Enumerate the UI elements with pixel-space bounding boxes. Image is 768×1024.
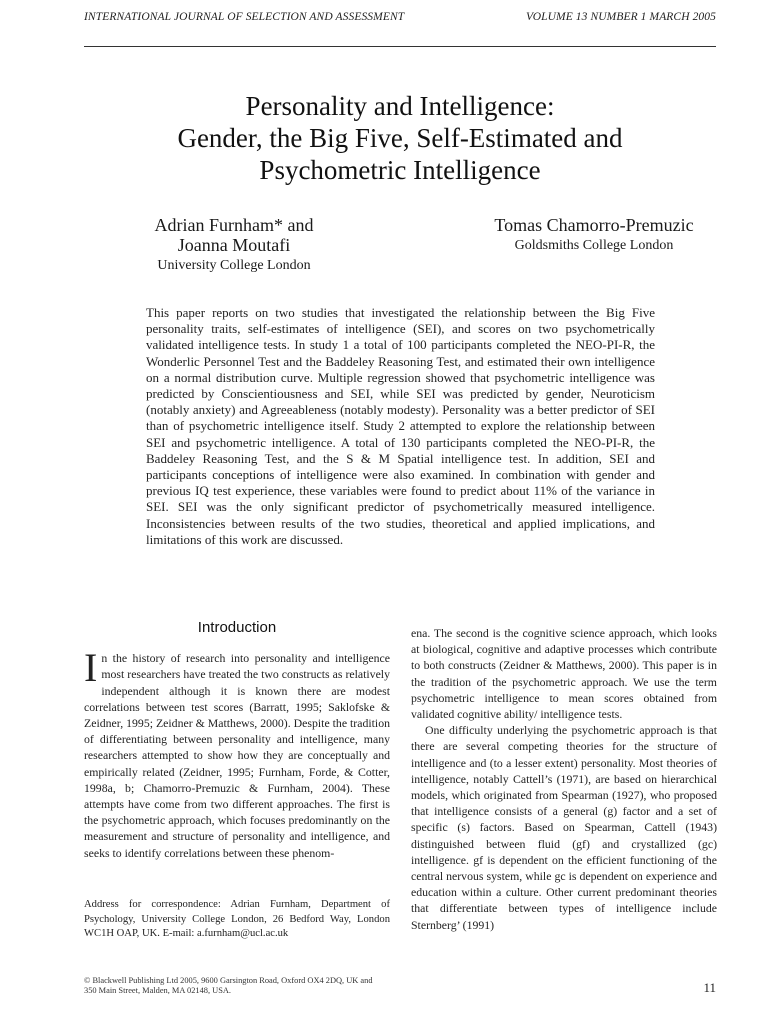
copyright-line-2: 350 Main Street, Malden, MA 02148, USA. [84, 985, 232, 995]
author-section [84, 215, 716, 279]
affiliation-goldsmiths: Goldsmiths College London [514, 238, 674, 253]
left-column [84, 620, 390, 861]
title-line-3: Psychometric Intelligence [259, 155, 541, 185]
title-line-2: Gender, the Big Five, Self-Estimated and [177, 123, 623, 153]
right-column [411, 625, 717, 933]
author-name-line-2: Joanna Moutafi [177, 235, 291, 255]
correspondence-note: Address for correspondence: Adrian Furnham, Department of Psychology, University College London, 26 Bedford Way, London WC1H OAP, UK. E-mail: a.furnham@ucl.ac.uk [84, 899, 390, 940]
title-line-1: Personality and Intelligence: [245, 91, 555, 121]
intro-paragraph-1 [84, 645, 390, 861]
page-number: 11 [703, 980, 716, 995]
copyright-notice [84, 976, 414, 995]
copyright-line-1: © Blackwell Publishing Ltd 2005, 9600 Garsington Road, Oxford OX4 2DQ, UK and [84, 976, 373, 985]
article-title [84, 90, 716, 186]
abstract: This paper reports on two studies that investigated the relationship between the Big Five personality traits, self-estimates of intelligence (SEI), and scores on two psychometrically validated intelligence tests. In study 1 a total of 100 participants completed the NEO-PI-R, the Wonderlic Personnel Test and the Baddeley Reasoning Test, and estimated their own intelligence on a normal distribution curve. Multiple regression showed that psychometric intelligence was predicted by Conscientiousness and SEI, while SEI was predicted by gender, Neuroticism (notably anxiety) and Agreeableness (notably modesty). Personality was a better predictor of SEI than of psychometric intelligence itself. Study 2 attempted to explore the relationship between SEI and psychometric intelligence. A total of 130 participants completed the NEO-PI-R, the Baddeley Reasoning Test, and the S & M Spatial intelligence test. In addition, SEI and participants conceptions of intelligence were also examined. In combination with gender and previous IQ test experience, these variables were found to predict about 11% of the variance in SEI. SEI was the only significant predictor of psychometrically measured intelligence. Inconsistencies between results of the two studies, theoretical and applied implications, and limitations of this work are discussed. [146, 305, 655, 547]
section-heading-introduction: Introduction [197, 619, 277, 636]
running-head [84, 11, 716, 23]
intro-paragraph-2: ena. The second is the cognitive science approach, which looks at biological, cognitive and adaptive processes which contribute to both constructs (Zeidner & Matthews, 2000). This paper is in the tradition of the psychometric approach. We use the term psychometric intelligence to mean scores obtained from validated cognitive ability/ intelligence tests. [411, 626, 717, 722]
intro-paragraph-1-text: n the history of research into personality and intelligence most researchers have treated the two constructs as relatively independent although it is known there are modest correlations between test scores (Barratt, 1995; Saklofske & Zeidner, 1995; Zeidner & Matthews, 2000). Despite the tradition of differentiating between personality and intelligence, many researchers attempted to show how they are conceptually and empirically related (Zeidner, 1995; Furnham, Forde, & Cotter, 1998a, b; Chamorro-Premuzic & Furnham, 2004). These attempts have come from two different approaches. The first is the psychometric approach, which focuses predominantly on the measurement and structure of personality and intelligence, and seeks to identify correlations between these phenom- [84, 651, 390, 860]
intro-paragraph-3: One difficulty underlying the psychometric approach is that there are several competing theories for the structure of intelligence and (to a lesser extent) personality. Most theories of intelligence, notably Cattell’s (1971), are based on hierarchical models, which originated from Spearman (1927), who proposed that intelligence consists of a general (g) factor and a set of specific (s) factors. Based on Spearman, Cattell (1943) distinguished between fluid (gf) and crystallized (gc) intelligence. gf is dependent on the efficient functioning of the central nervous system, while gc is dependent on experience and education within a culture. Other current predominant theories that differentiate between types of intelligence include Sternberg’ (1991) [411, 723, 717, 932]
drop-cap: I [84, 645, 98, 691]
author-block-ucl [114, 215, 354, 275]
author-name-chamorro: Tomas Chamorro-Premuzic [494, 215, 694, 235]
affiliation-ucl: University College London [157, 258, 311, 273]
issue-info: VOLUME 13 NUMBER 1 MARCH 2005 [525, 11, 716, 23]
author-name-line-1: Adrian Furnham* and [154, 215, 314, 235]
journal-name: INTERNATIONAL JOURNAL OF SELECTION AND ASSESSMENT [84, 11, 405, 23]
author-block-goldsmiths [444, 215, 744, 255]
header-rule [84, 46, 716, 47]
